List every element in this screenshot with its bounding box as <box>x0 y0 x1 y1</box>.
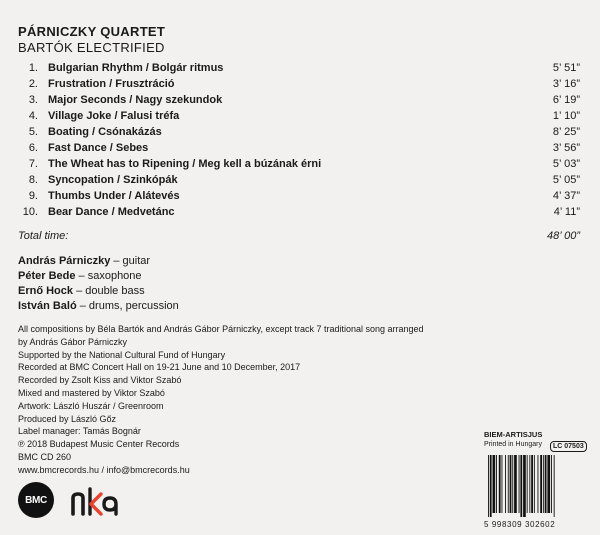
artist-name: PÁRNICZKY QUARTET <box>18 24 166 39</box>
credit-line: by András Gábor Párniczky <box>18 336 128 347</box>
track-title: The Wheat has to Ripening / Meg kell a búzának érni <box>48 158 322 170</box>
musician-role: – drums, percussion <box>76 300 179 312</box>
album-title: BARTÓK ELECTRIFIED <box>18 40 165 55</box>
track-number: 10. <box>22 206 38 218</box>
barcode-bar <box>545 455 547 513</box>
track-row <box>18 204 580 220</box>
track-row <box>18 140 580 156</box>
printed-in-label: Printed in Hungary <box>484 441 542 448</box>
track-duration: 5’ 03” <box>552 158 580 170</box>
track-list <box>18 60 580 220</box>
musician-name: István Baló <box>18 300 77 312</box>
credit-line: ℗ 2018 Budapest Music Center Records <box>18 439 180 450</box>
barcode-bar <box>493 455 496 513</box>
track-number: 2. <box>28 78 38 90</box>
barcode-bar <box>508 455 509 513</box>
rights-info <box>484 430 542 450</box>
barcode-number: 5 998309 302602 <box>484 520 556 529</box>
track-row <box>18 92 580 108</box>
barcode-bar <box>531 455 533 513</box>
credit-line: Recorded by Zsolt Kiss and Viktor Szabó <box>18 375 182 386</box>
header <box>18 24 165 56</box>
track-duration: 8’ 25” <box>552 126 580 138</box>
bmc-logo-text: BMC <box>25 494 47 506</box>
nka-logo-graphic <box>70 487 120 517</box>
track-row <box>18 60 580 76</box>
credit-line: Recorded at BMC Concert Hall on 19-21 June and 10 December, 2017 <box>18 362 301 373</box>
barcode-bar <box>502 455 503 513</box>
track-number: 1. <box>28 62 38 74</box>
credit-line: www.bmcrecords.hu / info@bmcrecords.hu <box>18 464 190 475</box>
musician-entry <box>18 284 179 299</box>
credit-line: Label manager: Tamás Bognár <box>18 426 141 437</box>
barcode-bar <box>543 455 544 513</box>
musician-entry <box>18 269 179 284</box>
credit-line: Produced by László Gőz <box>18 413 117 424</box>
barcode-bar <box>520 455 522 517</box>
musician-role: – saxophone <box>75 270 142 282</box>
label-code-badge: LC 07503 <box>550 441 587 452</box>
track-duration: 3’ 56” <box>552 142 580 154</box>
track-duration: 3’ 16” <box>552 78 580 90</box>
track-duration: 5’ 05” <box>552 174 580 186</box>
barcode-bar <box>534 455 535 513</box>
track-row <box>18 76 580 92</box>
biem-artisjus-label: BIEM-ARTISJUS <box>484 430 543 439</box>
barcode <box>484 455 578 517</box>
credit-line: Supported by the National Cultural Fund of Hungary <box>18 349 226 360</box>
barcode-bar <box>527 455 528 513</box>
barcode-bar <box>499 455 501 513</box>
track-row <box>18 108 580 124</box>
total-time-label: Total time: <box>18 230 69 242</box>
track-title: Bulgarian Rhythm / Bolgár ritmus <box>48 62 224 74</box>
track-number: 8. <box>28 174 38 186</box>
track-title: Boating / Csónakázás <box>48 126 162 138</box>
track-duration: 6’ 19” <box>552 94 580 106</box>
track-duration: 4’ 11” <box>553 206 580 218</box>
track-title: Village Joke / Falusi tréfa <box>48 110 180 122</box>
musician-entry <box>18 299 179 314</box>
track-row <box>18 172 580 188</box>
track-row <box>18 156 580 172</box>
total-time-value: 48’ 00” <box>546 230 580 242</box>
track-duration: 1’ 10” <box>552 110 580 122</box>
track-title: Fast Dance / Sebes <box>48 142 149 154</box>
bmc-logo <box>18 482 54 518</box>
credit-line: BMC CD 260 <box>18 451 72 462</box>
barcode-bar <box>523 455 526 517</box>
musician-role: – double bass <box>73 285 145 297</box>
track-number: 7. <box>28 158 38 170</box>
barcode-bar <box>540 455 542 513</box>
musician-entry <box>18 254 179 269</box>
credit-line: Mixed and mastered by Viktor Szabó <box>18 387 165 398</box>
track-number: 4. <box>28 110 38 122</box>
barcode-bar <box>547 455 550 513</box>
barcode-bar <box>519 455 520 513</box>
barcode-bar <box>512 455 513 513</box>
track-title: Thumbs Under / Alátevés <box>48 190 180 202</box>
musician-list <box>18 254 179 314</box>
barcode-bar <box>551 455 552 513</box>
credits-block <box>18 323 538 477</box>
barcode-bar <box>488 455 489 517</box>
barcode-bar <box>496 455 497 513</box>
track-title: Syncopation / Szinkópák <box>48 174 178 186</box>
barcode-bar <box>554 455 555 517</box>
barcode-bar <box>505 455 506 513</box>
track-title: Bear Dance / Medvetánc <box>48 206 175 218</box>
track-title: Frustration / Frusztráció <box>48 78 175 90</box>
musician-name: Ernő Hock <box>18 285 74 297</box>
musician-name: András Párniczky <box>18 255 111 267</box>
track-number: 9. <box>28 190 38 202</box>
musician-role: – guitar <box>110 255 151 267</box>
track-row <box>18 188 580 204</box>
track-row <box>18 124 580 140</box>
track-title: Major Seconds / Nagy szekundok <box>48 94 223 106</box>
track-number: 5. <box>28 126 38 138</box>
barcode-bar <box>514 455 517 513</box>
barcode-bar <box>538 455 539 513</box>
barcode-bar <box>490 455 492 517</box>
barcode-bar <box>510 455 512 513</box>
musician-name: Péter Bede <box>18 270 76 282</box>
barcode-graphic <box>484 455 578 517</box>
credit-line: Artwork: László Huszár / Greenroom <box>18 400 164 411</box>
track-number: 6. <box>28 142 38 154</box>
total-time <box>18 228 580 244</box>
barcode-bar <box>529 455 530 513</box>
track-number: 3. <box>28 94 38 106</box>
credit-line: All compositions by Béla Bartók and András Gábor Párniczky, except track 7 traditional song arranged <box>18 324 424 334</box>
track-duration: 5’ 51” <box>552 62 580 74</box>
nka-logo <box>70 487 120 517</box>
track-duration: 4’ 37” <box>552 190 580 202</box>
